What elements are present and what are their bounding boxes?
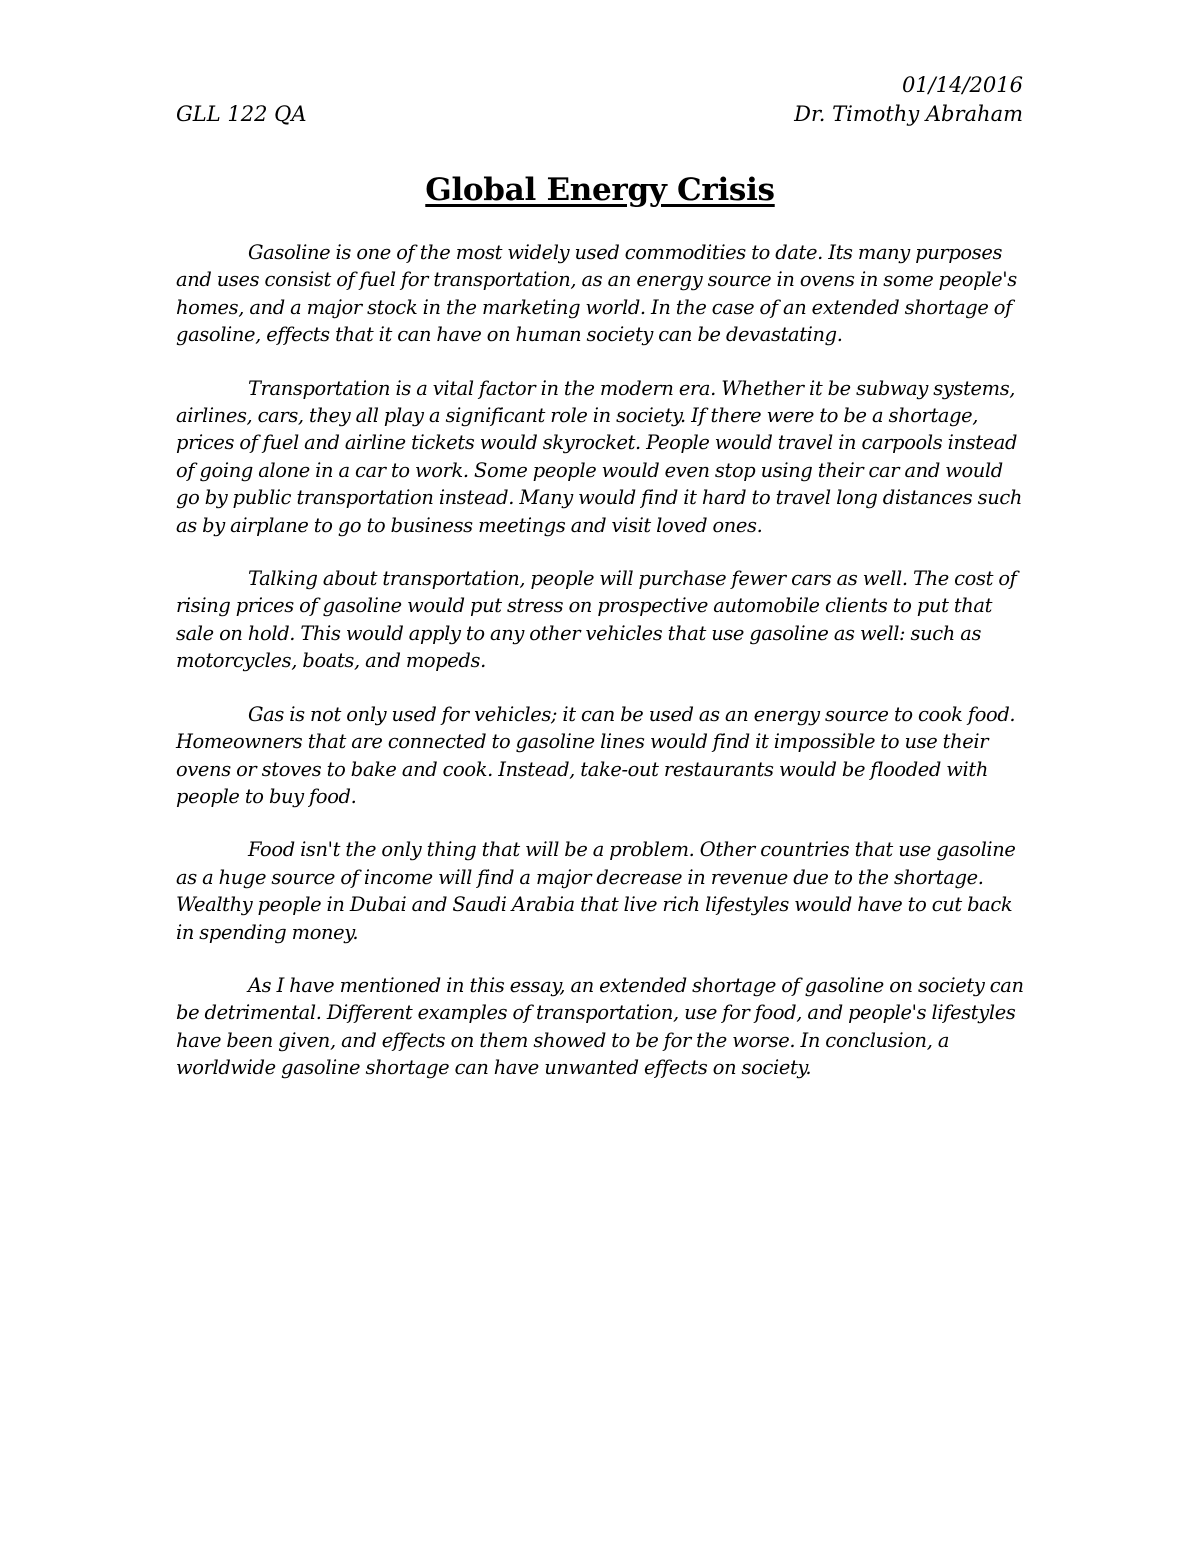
- paragraph-cooking: Gas is not only used for vehicles; it can be used as an energy source to cook food. Homeowners that are connected to gasoline lines would find it impossible to use their ovens or stoves to bake and cook. Instead, take-out restaurants would be flooded with people to buy food.: [176, 702, 1016, 808]
- header-instructor: Dr. Timothy Abraham: [794, 102, 1023, 126]
- paragraph-economy: Food isn't the only thing that will be a problem. Other countries that use gasoline as a huge source of income will find a major decrease in revenue due to the shortage. Wealthy people in Dubai and Saudi Arabia that live rich lifestyles would have to cut back in spending money.: [176, 838, 1016, 944]
- header-date: 01/14/2016: [901, 73, 1023, 97]
- paragraph-car-purchases: Talking about transportation, people will purchase fewer cars as well. The cost of rising prices of gasoline would put stress on prospective automobile clients to put that sale on hold. This would apply to any other vehicles that use gasoline as well: such as motorcycles, boats, and mopeds.: [176, 567, 1017, 673]
- paragraph-conclusion: As I have mentioned in this essay, an extended shortage of gasoline on society can be detrimental. Different examples of transportation, use for food, and people's lifestyles have been given, and effects on them showed to be for the worse. In conclusion, a worldwide gasoline shortage can have unwanted effects on society.: [176, 973, 1024, 1080]
- paragraph-transportation: Transportation is a vital factor in the modern era. Whether it be subway systems, airlines, cars, they all play a significant role in society. If there were to be a shortage, prices of fuel and airline tickets would skyrocket. People would travel in carpools instead of going alone in a car to work. Some people would even stop using their car and would go by public transportation instead. Many would find it hard to travel long distances such as by airplane to go to business meetings and visit loved ones.: [176, 376, 1023, 537]
- document-title: Global Energy Crisis: [425, 172, 775, 208]
- paragraph-intro: Gasoline is one of the most widely used commodities to date. Its many purposes and uses consist of fuel for transportation, as an energy source in ovens in some people's homes, and a major stock in the marketing world. In the case of an extended shortage of gasoline, effects that it can have on human society can be devastating.: [176, 241, 1017, 347]
- header-course: GLL 122 QA: [176, 102, 307, 126]
- document-body: [176, 239, 1028, 1108]
